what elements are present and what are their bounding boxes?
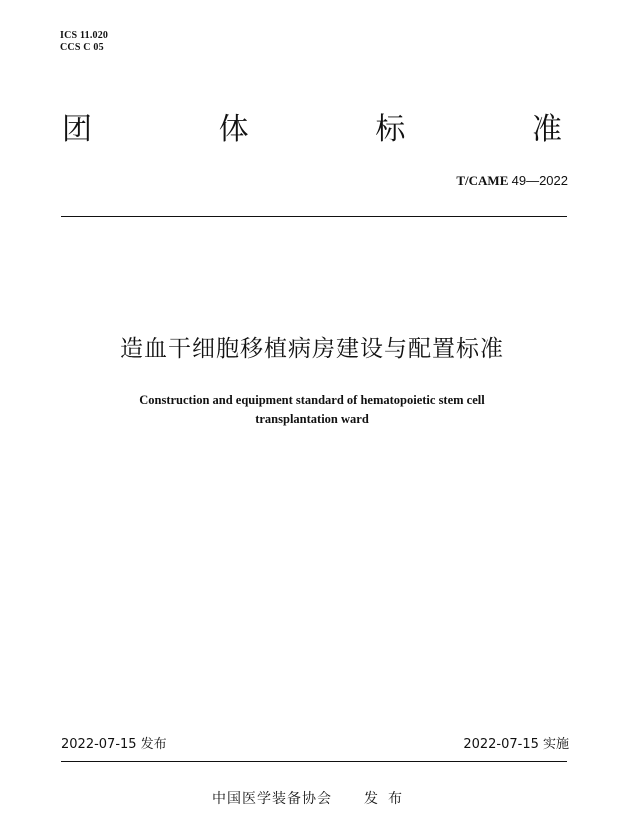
publisher-action: 发布 bbox=[364, 791, 412, 807]
footer-divider bbox=[61, 761, 567, 762]
standard-code bbox=[456, 172, 568, 190]
standard-type-heading bbox=[62, 110, 562, 150]
publisher-organization: 中国医学装备协会 bbox=[212, 791, 332, 807]
standard-code-number: 49—2022 bbox=[511, 173, 568, 188]
publisher-line bbox=[0, 789, 624, 809]
document-title-english-line-1: Construction and equipment standard of hematopoietic stem cell bbox=[139, 393, 485, 407]
header-divider bbox=[61, 216, 567, 217]
standard-type-char-2: 体 bbox=[218, 112, 249, 147]
standard-type-char-4: 准 bbox=[531, 112, 562, 147]
publish-date: 2022-07-15 发布 bbox=[61, 737, 167, 752]
implement-date: 2022-07-15 实施 bbox=[463, 737, 569, 752]
document-title-english-line-2: transplantation ward bbox=[255, 412, 369, 426]
ccs-code: CCS C 05 bbox=[60, 42, 104, 53]
standard-type-char-3: 标 bbox=[375, 112, 406, 147]
document-title-chinese: 造血干细胞移植病房建设与配置标准 bbox=[120, 336, 504, 362]
standard-type-char-1: 团 bbox=[62, 112, 92, 147]
ics-code: ICS 11.020 bbox=[60, 30, 109, 41]
standard-code-prefix: T/CAME bbox=[456, 173, 509, 188]
